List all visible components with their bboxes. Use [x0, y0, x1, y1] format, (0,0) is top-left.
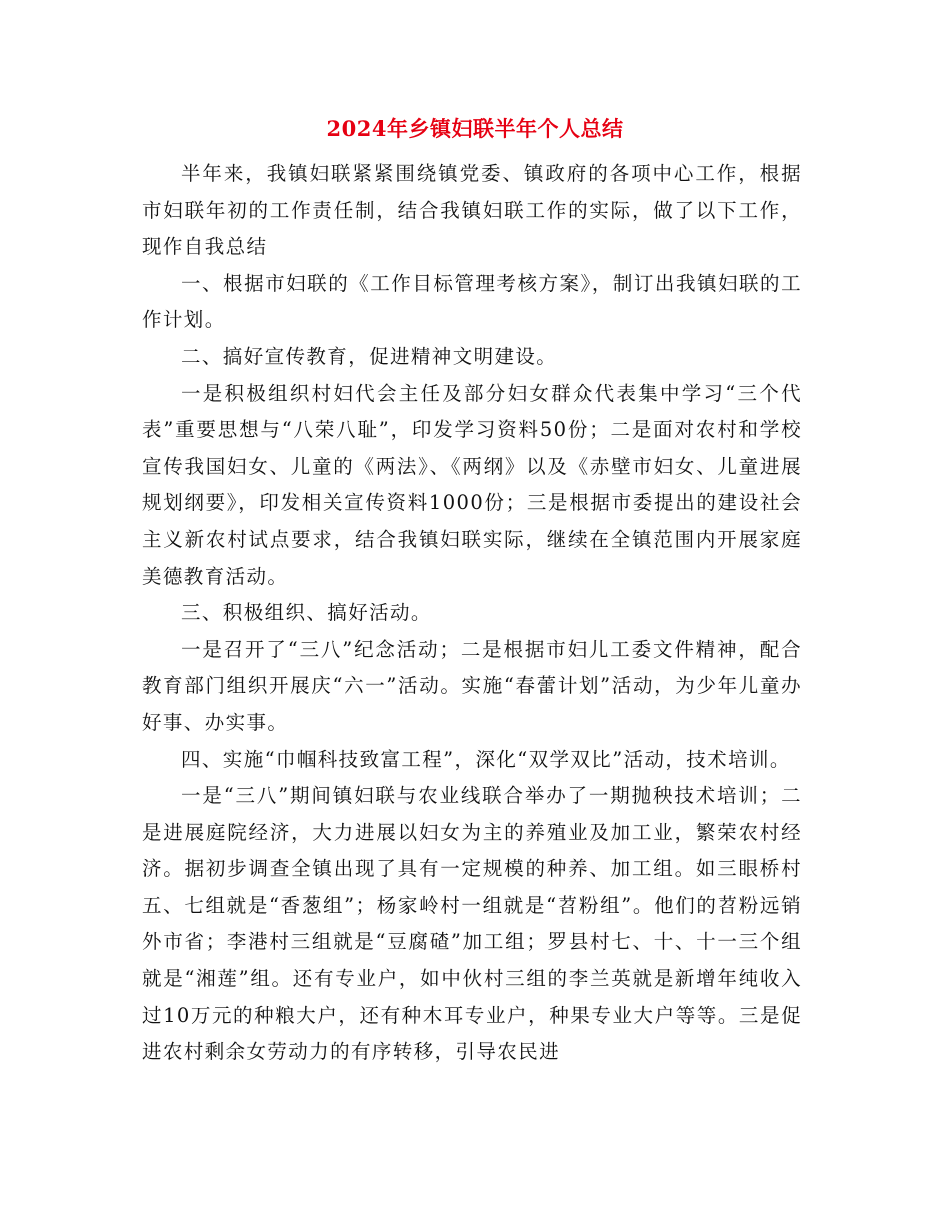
paragraph-section-3-heading: 三、积极组织、搞好活动。 [181, 601, 432, 625]
paragraph-section-4-body: 一是“三八”期间镇妇联与农业线联合举办了一期抛秧技术培训；二是进展庭院经济，大力进展以妇女为主的养殖业及加工业，繁荣农村经济。据初步调查全镇出现了具有一定规模的种养、加工组。如三眼桥村五、七组就是“香葱组”；杨家岭村一组就是“苕粉组”。他们的苕粉远销外市省；李港村三组就是“豆腐碴”加工组；罗县村七、十、十一三个组就是“湘莲”组。还有专业户，如中伙村三组的李兰英就是新增年纯收入过10万元的种粮大户，还有种木耳专业户，种果专业大户等等。三是促进农村剩余女劳动力的有序转移，引导农民进 [142, 784, 802, 1064]
paragraph-section-2-heading: 二、搞好宣传教育，促进精神文明建设。 [181, 344, 558, 368]
paragraph-section-3-body: 一是召开了“三八”纪念活动；二是根据市妇儿工委文件精神，配合教育部门组织开展庆“六一”活动。实施“春蕾计划”活动，为少年儿童办好事、办实事。 [142, 637, 802, 734]
paragraph-intro: 半年来，我镇妇联紧紧围绕镇党委、镇政府的各项中心工作，根据市妇联年初的工作责任制，结合我镇妇联工作的实际，做了以下工作，现作自我总结 [142, 162, 802, 259]
paragraph-section-4-heading: 四、实施“巾帼科技致富工程”，深化“双学双比”活动，技术培训。 [181, 747, 791, 771]
document-title: 2024年乡镇妇联半年个人总结 [326, 116, 624, 141]
document-body [142, 156, 802, 1071]
paragraph-section-1: 一、根据市妇联的《工作目标管理考核方案》，制订出我镇妇联的工作计划。 [142, 271, 802, 332]
paragraph-section-2-body: 一是积极组织村妇代会主任及部分妇女群众代表集中学习“三个代表”重要思想与“八荣八耻”，印发学习资料50份；二是面对农村和学校宣传我国妇女、儿童的《两法》、《两纲》以及《赤壁市妇女、儿童进展规划纲要》，印发相关宣传资料1000份；三是根据市委提出的建设社会主义新农村试点要求，结合我镇妇联实际，继续在全镇范围内开展家庭美德教育活动。 [142, 381, 802, 588]
